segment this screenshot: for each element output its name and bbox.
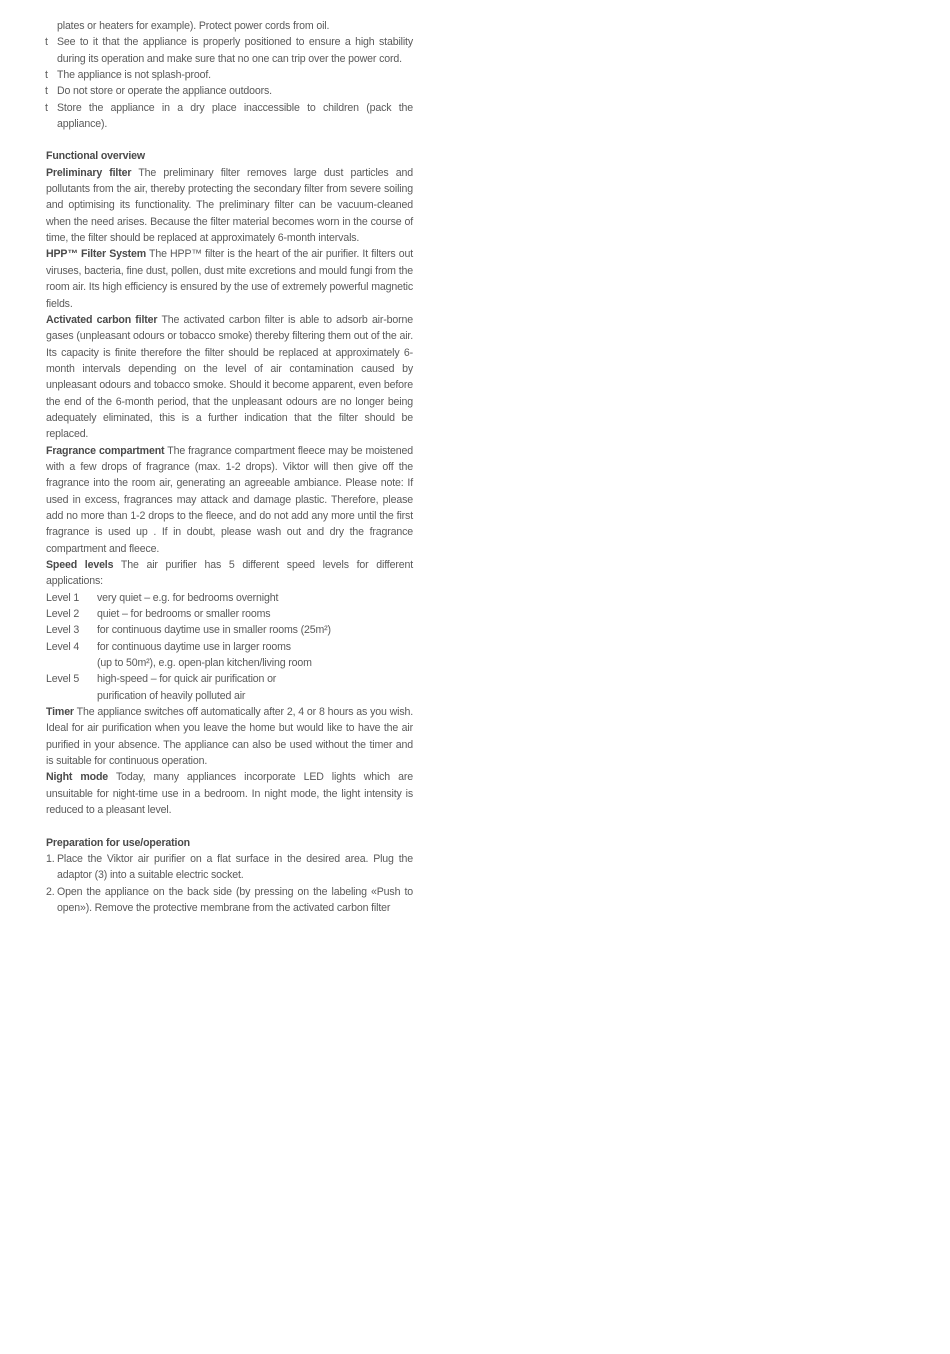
bullet-text: Do not store or operate the appliance outdoors.: [57, 85, 272, 98]
preliminary-filter-text: The preliminary filter removes large dust particles and pollutants from the air, thereby protecting the secondary filter from severe soiling and optimising its functionality. The preliminary filter can be vacuum-cleaned when the need arises. Because the filter material becomes worn in the course of time, the filter should be replaced at approximately 6-month intervals.: [46, 166, 413, 245]
step-number: 2.: [46, 885, 55, 898]
preparation-step: [46, 851, 413, 884]
level-description: [97, 671, 413, 704]
section-gap: [46, 132, 413, 148]
step-number: 1.: [46, 852, 55, 865]
speed-levels-text: The air purifier has 5 different speed levels for different applications:: [46, 559, 413, 588]
fragrance-paragraph: [46, 443, 413, 557]
timer-text: The appliance switches off automatically after 2, 4 or 8 hours as you wish. Ideal for air purification when you leave the home but would like to have the air purified in your absence. The appliance can also be used without the timer and is suitable for continuous operation.: [46, 706, 414, 768]
level-label: Level 3: [46, 624, 80, 637]
speed-level-row: [46, 590, 413, 606]
preliminary-filter-paragraph: [46, 165, 413, 247]
level-label: Level 5: [46, 673, 80, 686]
speed-level-row: [46, 671, 413, 704]
speed-level-row: [46, 606, 413, 622]
bullet-marker: t: [45, 69, 48, 82]
speed-levels-paragraph: [46, 557, 413, 590]
fragrance-text: The fragrance compartment fleece may be moistened with a few drops of fragrance (max. 1-2 drops). Viktor will then give off the fragrance into the room air, generating an agreeable ambiance. Please note: If used in excess, fragrances may attack and damage plastic. Therefore, please add no more than 1-2 drops to the fleece, and do not add any more until the first fragrance is used up . If in doubt, please wash out and dry the fragrance compartment and fleece.: [46, 444, 413, 555]
speed-level-row: [46, 639, 413, 672]
bullet-text: Store the appliance in a dry place inaccessible to children (pack the appliance).: [57, 101, 413, 131]
level-description: [97, 639, 413, 672]
level-description: quiet – for bedrooms or smaller rooms: [97, 608, 271, 621]
bullet-marker: t: [45, 85, 48, 98]
carbon-filter-term: Activated carbon filter: [46, 313, 158, 326]
bullet-text: See to it that the appliance is properly positioned to ensure a high stability during its operation and make sure that no one can trip over the power cord.: [57, 36, 413, 65]
section-gap: [46, 819, 413, 835]
level-label: Level 2: [46, 608, 80, 621]
timer-term: Timer: [46, 706, 74, 719]
level-description-line: (up to 50m²), e.g. open-plan kitchen/living room: [97, 657, 312, 670]
safety-bullet: [46, 100, 413, 133]
bullet-marker: t: [45, 101, 48, 114]
hpp-filter-term: HPP™ Filter System: [46, 248, 146, 261]
carbon-filter-paragraph: [46, 312, 413, 443]
level-label: Level 1: [46, 591, 80, 604]
level-description-line: for continuous daytime use in larger rooms: [97, 640, 291, 653]
safety-bullet: [46, 83, 413, 99]
bullet-text: The appliance is not splash-proof.: [57, 69, 211, 82]
level-description: for continuous daytime use in smaller rooms (25m²): [97, 624, 331, 637]
functional-overview-heading: Functional overview: [46, 150, 145, 163]
preliminary-filter-term: Preliminary filter: [46, 166, 132, 179]
step-text: Open the appliance on the back side (by pressing on the labeling «Push to open»). Remove the protective membrane from the activated carbon filter: [57, 885, 413, 914]
carbon-filter-text: The activated carbon filter is able to adsorb air-borne gases (unpleasant odours or tobacco smoke) thereby filtering them out of the air. Its capacity is finite therefore the filter should be replaced at approximately 6-month intervals depending on the level of air contamination caused by unpleasant odours and tobacco smoke. Should it become apparent, even before the end of the 6-month period, that the unpleasant odours are no longer being adequately eliminated, this is a further indication that the filter should be replaced.: [46, 313, 413, 441]
hpp-filter-text: The HPP™ filter is the heart of the air purifier. It filters out viruses, bacteria, fine dust, pollen, dust mite excretions and mould fungi from the room air. Its high efficiency is ensured by the use of extremely powerful magnetic fields.: [46, 248, 413, 310]
preparation-heading: Preparation for use/operation: [46, 836, 190, 849]
night-mode-term: Night mode: [46, 771, 109, 784]
fragrance-term: Fragrance compartment: [46, 444, 165, 457]
hpp-filter-paragraph: [46, 246, 413, 311]
level-description: very quiet – e.g. for bedrooms overnight: [97, 591, 279, 604]
level-description-line: high-speed – for quick air purification or: [97, 673, 277, 686]
preparation-step: [46, 884, 413, 917]
speed-level-row: [46, 622, 413, 638]
level-label: Level 4: [46, 640, 80, 653]
manual-page: [46, 18, 413, 916]
speed-levels-term: Speed levels: [46, 559, 114, 571]
safety-bullet: [46, 34, 413, 67]
level-description-line: purification of heavily polluted air: [97, 689, 246, 702]
bullet-marker: t: [45, 36, 48, 49]
timer-paragraph: [46, 704, 413, 769]
intro-continuation: plates or heaters for example). Protect power cords from oil.: [57, 20, 330, 32]
step-text: Place the Viktor air purifier on a flat surface in the desired area. Plug the adaptor (3) into a suitable electric socket.: [57, 852, 413, 882]
night-mode-text: Today, many appliances incorporate LED lights which are unsuitable for night-time use in a bedroom. In night mode, the light intensity is reduced to a pleasant level.: [46, 771, 413, 817]
night-mode-paragraph: [46, 769, 413, 818]
safety-bullet: [46, 67, 413, 83]
